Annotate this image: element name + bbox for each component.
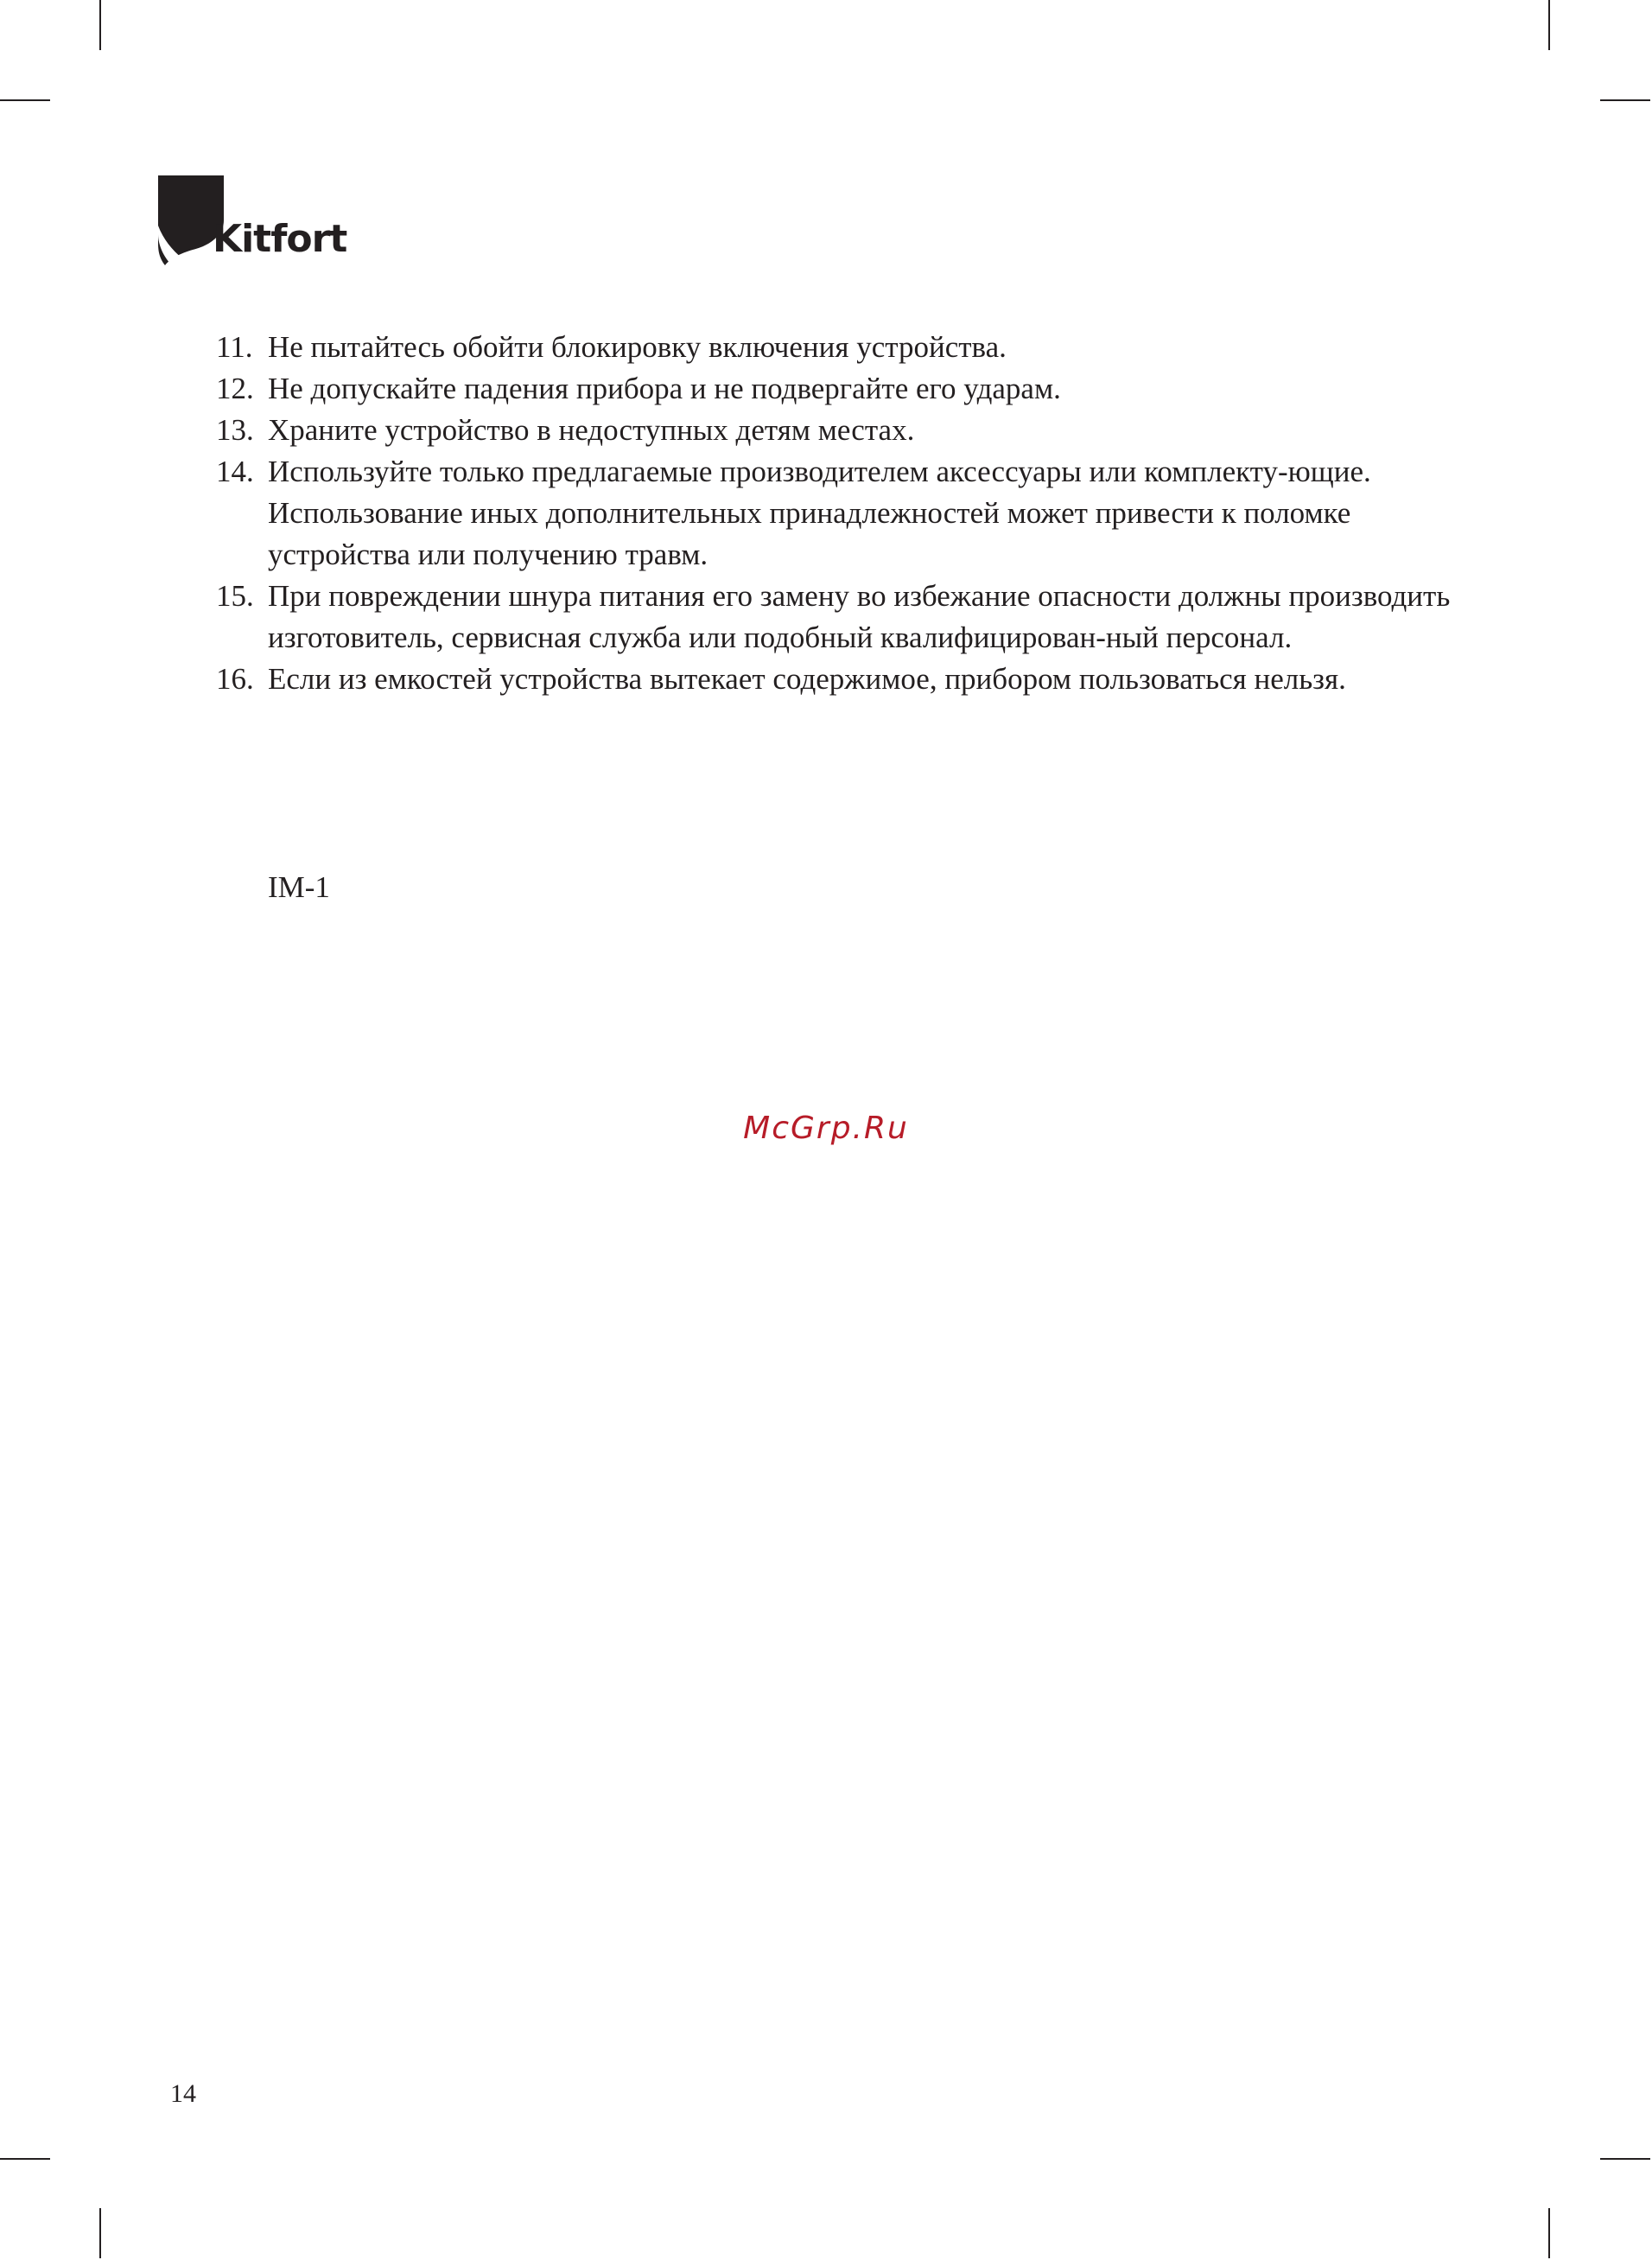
list-item (216, 451, 1469, 576)
list-item-number: 11. (216, 330, 253, 364)
list-item (216, 576, 1469, 659)
crop-mark-top-right-horizontal (1600, 99, 1650, 101)
list-item-text: Используйте только предлагаемые производителем аксессуары или комплекту-ющие. Использование иных дополнительных принадлежностей может привести к поломке устройства или получению травм. (268, 455, 1371, 571)
list-item-number: 13. (216, 413, 254, 447)
list-item-text: При повреждении шнура питания его замену во избежание опасности должны производить изготовитель, сервисная служба или подобный квалифицирован-ный персонал. (268, 579, 1451, 654)
logo-wordmark: Kitfort (213, 217, 347, 261)
crop-mark-top-left-horizontal (0, 99, 50, 101)
safety-instructions-list (216, 327, 1469, 700)
model-code: IM-1 (268, 870, 330, 904)
list-item (216, 659, 1469, 700)
page-number: 14 (170, 2079, 196, 2108)
crop-mark-bottom-right-horizontal (1600, 2158, 1650, 2160)
list-item (216, 410, 1469, 451)
crop-mark-bottom-left-horizontal (0, 2158, 50, 2160)
watermark-link[interactable]: McGrp.Ru (743, 1111, 909, 1146)
crop-mark-bottom-left-vertical (99, 2208, 101, 2258)
list-item-number: 12. (216, 372, 254, 405)
list-item (216, 327, 1469, 368)
list-item-number: 16. (216, 662, 254, 696)
brand-logo (158, 175, 348, 271)
crop-mark-top-left-vertical (99, 0, 101, 50)
list-item-text: Не допускайте падения прибора и не подвергайте его ударам. (268, 372, 1061, 405)
list-item-number: 14. (216, 455, 254, 488)
list-item-text: Если из емкостей устройства вытекает содержимое, прибором пользоваться нельзя. (268, 662, 1346, 696)
list-item-text: Храните устройство в недоступных детям местах. (268, 413, 915, 447)
list-item-text: Не пытайтесь обойти блокировку включения устройства. (268, 330, 1007, 364)
list-item (216, 368, 1469, 410)
crop-mark-bottom-right-vertical (1548, 2208, 1550, 2258)
list-item-number: 15. (216, 579, 254, 613)
crop-mark-top-right-vertical (1548, 0, 1550, 50)
